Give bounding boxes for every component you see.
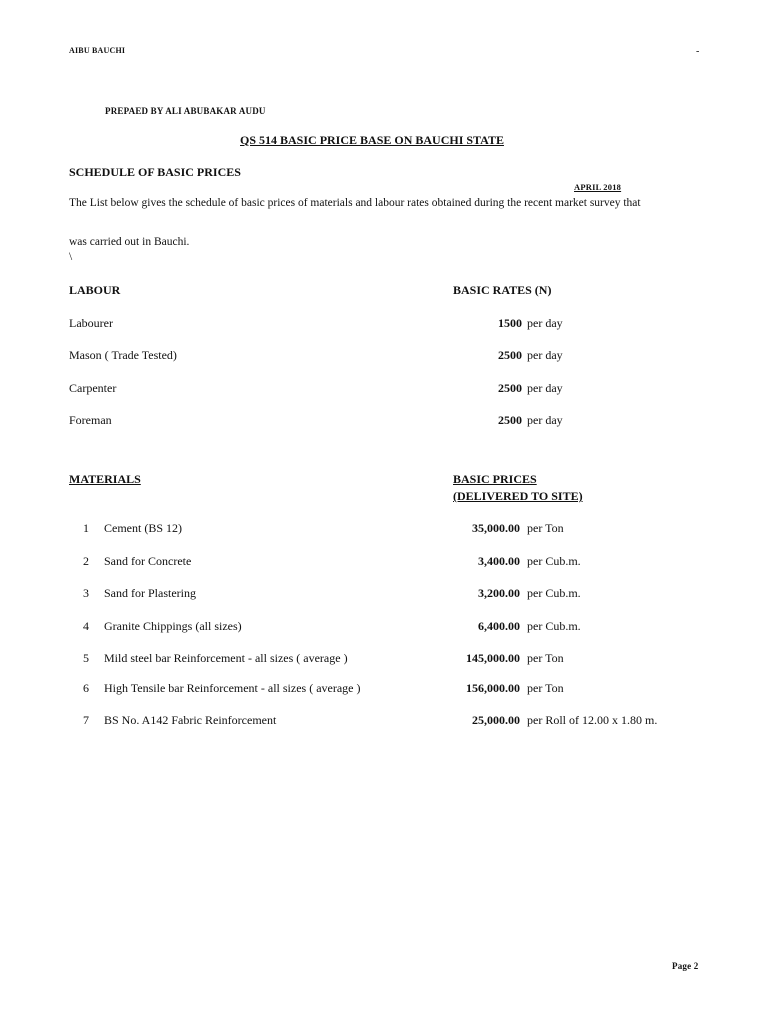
material-item-name: Sand for Concrete bbox=[104, 554, 192, 568]
material-item-unit: per Ton bbox=[527, 651, 564, 665]
material-item-price: 25,000.00 bbox=[472, 713, 520, 727]
labour-item-rate: 1500 bbox=[498, 316, 522, 330]
material-item-unit: per Cub.m. bbox=[527, 619, 581, 633]
material-item-name: Mild steel bar Reinforcement - all sizes ( average ) bbox=[104, 651, 348, 665]
schedule-heading: SCHEDULE OF BASIC PRICES bbox=[69, 165, 241, 179]
material-item-price: 6,400.00 bbox=[478, 619, 520, 633]
basic-prices-heading: BASIC PRICES bbox=[453, 472, 537, 486]
material-item-unit: per Ton bbox=[527, 521, 564, 535]
header-mark: - bbox=[696, 46, 700, 57]
material-item-name: Granite Chippings (all sizes) bbox=[104, 619, 242, 633]
labour-item-rate: 2500 bbox=[498, 413, 522, 427]
materials-heading: MATERIALS bbox=[69, 472, 141, 486]
material-item-number: 2 bbox=[83, 554, 89, 568]
material-item-number: 5 bbox=[83, 651, 89, 665]
material-item-number: 1 bbox=[83, 521, 89, 535]
intro-line-2: was carried out in Bauchi. bbox=[69, 236, 190, 248]
material-item-price: 3,200.00 bbox=[478, 586, 520, 600]
material-item-unit: per Cub.m. bbox=[527, 586, 581, 600]
basic-rates-heading: BASIC RATES (N) bbox=[453, 283, 552, 297]
material-item-price: 3,400.00 bbox=[478, 554, 520, 568]
material-item-number: 7 bbox=[83, 713, 89, 727]
labour-item-unit: per day bbox=[527, 381, 563, 395]
labour-item-name: Foreman bbox=[69, 413, 112, 427]
labour-item-rate: 2500 bbox=[498, 381, 522, 395]
material-item-price: 145,000.00 bbox=[466, 651, 520, 665]
labour-item-name: Carpenter bbox=[69, 381, 117, 395]
material-item-unit: per Roll of 12.00 x 1.80 m. bbox=[527, 713, 658, 727]
material-item-unit: per Cub.m. bbox=[527, 554, 581, 568]
date-label: APRIL 2018 bbox=[574, 182, 622, 192]
material-item-number: 4 bbox=[83, 619, 89, 633]
labour-item-unit: per day bbox=[527, 413, 563, 427]
labour-item-unit: per day bbox=[527, 316, 563, 330]
page-number: Page 2 bbox=[672, 961, 699, 971]
running-header: AIBU BAUCHI bbox=[69, 46, 126, 55]
material-item-name: Cement (BS 12) bbox=[104, 521, 182, 535]
material-item-name: Sand for Plastering bbox=[104, 586, 196, 600]
intro-line-1: The List below gives the schedule of basic prices of materials and labour rates obtained during the recent market survey that bbox=[69, 197, 641, 209]
labour-item-rate: 2500 bbox=[498, 348, 522, 362]
labour-heading: LABOUR bbox=[69, 283, 121, 297]
material-item-price: 156,000.00 bbox=[466, 681, 520, 695]
delivered-to-site-heading: (DELIVERED TO SITE) bbox=[453, 489, 583, 503]
labour-item-name: Mason ( Trade Tested) bbox=[69, 348, 177, 362]
material-item-unit: per Ton bbox=[527, 681, 564, 695]
material-item-number: 3 bbox=[83, 586, 89, 600]
labour-item-name: Labourer bbox=[69, 316, 113, 330]
material-item-name: BS No. A142 Fabric Reinforcement bbox=[104, 713, 277, 727]
document-title: QS 514 BASIC PRICE BASE ON BAUCHI STATE bbox=[240, 133, 504, 147]
material-item-price: 35,000.00 bbox=[472, 521, 520, 535]
material-item-name: High Tensile bar Reinforcement - all sizes ( average ) bbox=[104, 681, 361, 695]
stray-character: \ bbox=[69, 251, 73, 263]
prepared-by: PREPAED BY ALI ABUBAKAR AUDU bbox=[105, 106, 266, 116]
labour-item-unit: per day bbox=[527, 348, 563, 362]
material-item-number: 6 bbox=[83, 681, 89, 695]
